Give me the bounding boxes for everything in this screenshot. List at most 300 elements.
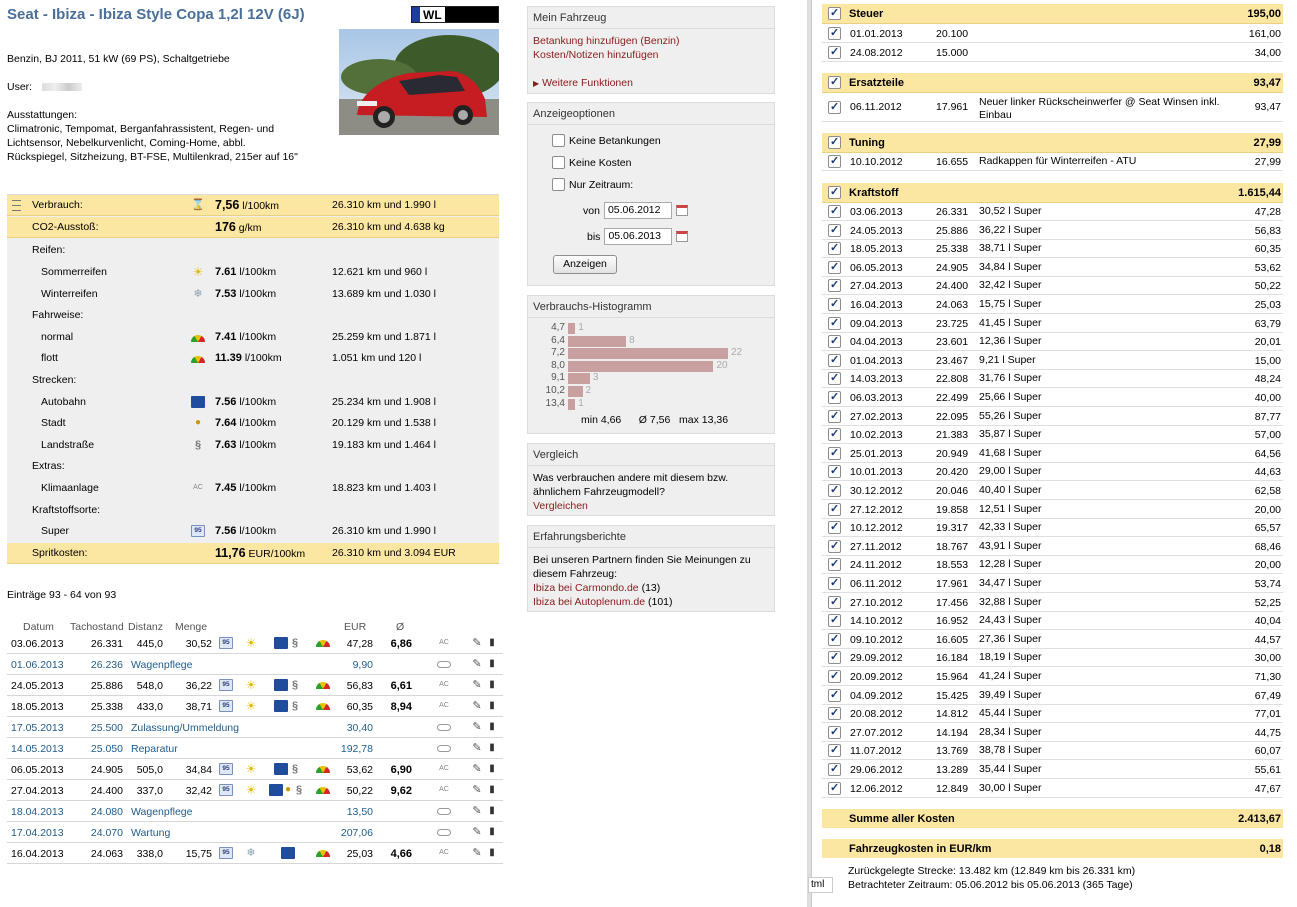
- cost-val: 63,79: [1254, 317, 1281, 330]
- pencil-icon[interactable]: ✎: [472, 742, 482, 754]
- cost-desc: 15,75 l Super: [979, 298, 1042, 310]
- country-road-icon: §: [194, 438, 202, 451]
- cost-km: 15.964: [936, 671, 969, 683]
- compare-link[interactable]: Vergleichen: [533, 500, 588, 512]
- cost-row[interactable]: [822, 741, 1283, 760]
- user-name-redacted: [42, 83, 82, 91]
- cost-row[interactable]: [822, 369, 1283, 388]
- cost-row[interactable]: [822, 779, 1283, 798]
- cost-km: 21.383: [936, 429, 969, 442]
- cost-desc: 18,19 l Super: [979, 651, 1042, 664]
- stat-label: Verbrauch:: [32, 199, 83, 211]
- cost-row[interactable]: [822, 202, 1283, 221]
- checkbox-icon[interactable]: [828, 521, 841, 534]
- stat-flott: flott 11.39 l/100km 1.051 km und 120 l: [41, 351, 422, 364]
- pencil-icon[interactable]: ✎: [472, 784, 482, 796]
- motorway-icon: [274, 700, 288, 712]
- pencil-icon[interactable]: ✎: [472, 700, 482, 712]
- cost-km: 26.331: [936, 206, 969, 218]
- cost-date: 27.10.2012: [850, 596, 903, 609]
- checkbox-icon[interactable]: [552, 134, 565, 147]
- cost-row[interactable]: [822, 704, 1283, 723]
- sun-icon: ☀: [245, 678, 257, 692]
- checkbox-icon[interactable]: [828, 372, 841, 385]
- pencil-icon[interactable]: ✎: [472, 805, 482, 817]
- equipment-list: Climatronic, Tempomat, Berganfahrassistent, Regen- und Lichtsensor, Nebelkurvenlicht, Coming-Home, abbl. Rückspiegel, Sitzheizung, BT-FSE, Multilenkrad, 215er auf 16": [7, 123, 298, 163]
- cost-km: 19.858: [936, 503, 969, 516]
- cost-val: 20,01: [1254, 336, 1281, 349]
- cost-date: 27.12.2012: [850, 503, 903, 516]
- traffic-light-icon: ●: [194, 416, 202, 428]
- cost-desc: 25,66 l Super: [979, 391, 1042, 403]
- trash-icon[interactable]: ▮: [489, 742, 495, 753]
- cost-km: 25.886: [936, 224, 969, 237]
- cost-desc: 41,45 l Super: [979, 316, 1042, 329]
- histogram-bin-count: 1: [578, 397, 584, 409]
- histogram-bar: [568, 361, 713, 372]
- histogram-bin-label: 8,0: [551, 359, 565, 371]
- cost-desc: 31,76 l Super: [979, 372, 1042, 385]
- cost-desc: 24,43 l Super: [979, 614, 1042, 627]
- sun-icon: ☀: [245, 636, 257, 650]
- checkbox-icon[interactable]: [828, 261, 841, 274]
- plate-text: WL: [423, 7, 442, 22]
- cost-desc: 27,36 l Super: [979, 632, 1042, 645]
- cost-row[interactable]: [822, 760, 1283, 779]
- checkbox-icon[interactable]: [828, 279, 841, 292]
- checkbox-icon[interactable]: [828, 651, 841, 664]
- cost-val: 60,07: [1254, 745, 1281, 758]
- col-avg[interactable]: Ø: [396, 621, 405, 633]
- table-row[interactable]: 27.04.2013 24.400 337,0 32,42 95 ☀ ● § 50,22 9,62 AC ✎ ▮: [7, 780, 503, 801]
- cost-val: 40,04: [1254, 615, 1281, 628]
- trash-icon[interactable]: ▮: [489, 637, 495, 648]
- col-eur[interactable]: EUR: [344, 621, 367, 633]
- trash-icon[interactable]: ▮: [489, 784, 495, 795]
- cost-row[interactable]: [822, 388, 1283, 407]
- panel-mein-fahrzeug: [527, 6, 775, 94]
- option-nur-zeitraum[interactable]: Nur Zeitraum:: [552, 178, 633, 191]
- cost-desc: 45,44 l Super: [979, 707, 1042, 720]
- cost-km: 24.905: [936, 261, 969, 274]
- cost-date: 16.04.2013: [850, 299, 903, 311]
- cost-row[interactable]: [822, 723, 1283, 742]
- snowflake-icon: ❄: [193, 287, 203, 300]
- cost-km: 24.400: [936, 280, 969, 293]
- add-refuel-link[interactable]: Betankung hinzufügen (Benzin): [533, 35, 680, 47]
- hourglass-icon: ⌛: [191, 199, 205, 211]
- col-tachostand[interactable]: Tachostand: [70, 621, 124, 633]
- histogram-bar: [568, 323, 575, 334]
- histogram-bar: [568, 336, 626, 347]
- panel-title: Erfahrungsberichte: [528, 526, 774, 548]
- cost-desc: 41,68 l Super: [979, 446, 1042, 459]
- checkbox-icon[interactable]: [828, 670, 841, 683]
- cost-km: 16.184: [936, 652, 969, 665]
- comment-icon: [437, 829, 451, 836]
- stat-label: CO2-Ausstoß:: [32, 221, 99, 233]
- cost-date: 09.04.2013: [850, 317, 903, 330]
- histogram-bin-label: 4,7: [551, 322, 565, 333]
- cost-km: 25.338: [936, 243, 969, 256]
- vehicle-title: Seat - Ibiza - Ibiza Style Copa 1,2l 12V (6J): [7, 6, 305, 23]
- comment-icon: [437, 724, 451, 731]
- cost-date: 24.11.2012: [850, 559, 902, 572]
- cost-val: 47,28: [1254, 206, 1281, 218]
- fuel-type-icon: 95: [219, 763, 233, 775]
- checkbox-icon[interactable]: [828, 242, 841, 255]
- trash-icon[interactable]: ▮: [489, 721, 495, 732]
- checkbox-icon[interactable]: [828, 410, 841, 423]
- checkbox-icon[interactable]: [828, 101, 841, 114]
- col-distanz[interactable]: Distanz: [128, 621, 164, 633]
- histogram-bar: [568, 399, 575, 410]
- cost-date: 27.02.2013: [850, 410, 903, 423]
- cost-per-km-row: Fahrzeugkosten in EUR/km 0,18: [822, 839, 1283, 858]
- cost-row[interactable]: [822, 500, 1283, 519]
- sun-icon: ☀: [245, 699, 257, 713]
- comment-icon: [437, 661, 451, 668]
- pencil-icon[interactable]: ✎: [472, 721, 482, 733]
- cost-desc: 32,42 l Super: [979, 279, 1042, 292]
- table-row[interactable]: 17.04.2013 24.070 Wartung 207,06 ✎ ▮: [7, 822, 503, 843]
- category-steuer[interactable]: ✓ Steuer 195,00: [822, 4, 1283, 24]
- table-row[interactable]: 17.05.2013 25.500 Zulassung/Ummeldung 30,40 ✎ ▮: [7, 717, 503, 738]
- histogram-chart: [528, 322, 776, 412]
- motorway-icon: [191, 396, 205, 408]
- category-kraftstoff[interactable]: ✓ Kraftstoff 1.615,44: [822, 183, 1283, 203]
- cost-desc: 39,49 l Super: [979, 688, 1042, 701]
- cost-row[interactable]: [822, 481, 1283, 500]
- histogram-bin-label: 7,2: [551, 347, 565, 359]
- checkbox-icon[interactable]: [828, 633, 841, 646]
- cost-date: 09.10.2012: [850, 633, 903, 646]
- cost-km: 23.467: [936, 354, 969, 367]
- cost-row[interactable]: [822, 332, 1283, 351]
- cost-km: 23.725: [936, 317, 969, 330]
- cost-val: 67,49: [1254, 689, 1281, 702]
- cost-km: 20.420: [936, 466, 969, 479]
- table-row[interactable]: 18.05.2013 25.338 433,0 38,71 95 ☀ § 60,35 8,94 AC ✎ ▮: [7, 696, 503, 717]
- cost-row[interactable]: [822, 593, 1283, 612]
- stat-super: Super 95 7.56 l/100km 26.310 km und 1.990 l: [41, 524, 436, 537]
- cost-row[interactable]: [822, 314, 1283, 333]
- cost-km: 18.767: [936, 540, 969, 553]
- stat-winterreifen: Winterreifen ❄ 7.53 l/100km 13.689 km und 1.030 l: [41, 287, 436, 300]
- histogram-bin-count: 20: [716, 359, 728, 371]
- checkbox-icon[interactable]: [552, 178, 565, 191]
- checkbox-icon[interactable]: [828, 155, 841, 168]
- cost-val: 71,30: [1254, 671, 1281, 683]
- cost-row[interactable]: [822, 630, 1283, 649]
- category-tuning[interactable]: ✓ Tuning 27,99: [822, 133, 1283, 153]
- panel-erfahrungsberichte: Erfahrungsberichte Bei unseren Partnern finden Sie Meinungen zu diesem Fahrzeug: Ibiza bei Carmondo.de (13) Ibiza bei Autoplenum.de (101): [527, 525, 775, 612]
- checkbox-icon[interactable]: [828, 354, 841, 367]
- cost-desc: 34,47 l Super: [979, 577, 1042, 589]
- col-datum[interactable]: Datum: [23, 621, 54, 633]
- histogram-bin-label: 9,1: [551, 372, 565, 384]
- cost-row[interactable]: ✓ 06.11.2012 17.961 Neuer linker Rückscheinwerfer @ Seat Winsen inkl. Einbau 93,47: [822, 93, 1283, 122]
- group-strecken: Strecken:: [32, 373, 77, 386]
- checkbox-icon[interactable]: [828, 335, 841, 348]
- checkbox-icon[interactable]: [828, 76, 841, 89]
- cost-row[interactable]: [822, 351, 1283, 370]
- pencil-icon[interactable]: ✎: [472, 826, 482, 838]
- checkbox-icon[interactable]: [828, 707, 841, 720]
- stat-autobahn: Autobahn 7.56 l/100km 25.234 km und 1.908 l: [41, 395, 436, 408]
- ac-icon: AC: [439, 702, 449, 709]
- carmondo-link[interactable]: Ibiza bei Carmondo.de: [533, 582, 639, 594]
- add-costs-link[interactable]: Kosten/Notizen hinzufügen: [533, 49, 659, 61]
- window-divider-line: [811, 0, 812, 907]
- ac-icon: AC: [439, 681, 449, 688]
- cost-desc: 35,44 l Super: [979, 763, 1042, 775]
- entries-count: Einträge 93 - 64 von 93: [7, 589, 117, 601]
- checkbox-icon[interactable]: [828, 540, 841, 553]
- checkbox-icon[interactable]: [828, 298, 841, 311]
- motorway-icon: [274, 763, 288, 775]
- cost-date: 25.01.2013: [850, 447, 903, 460]
- cost-val: 53,62: [1254, 261, 1281, 274]
- trash-icon[interactable]: ▮: [489, 826, 495, 837]
- comment-icon: [437, 745, 451, 752]
- cost-val: 68,46: [1254, 540, 1281, 553]
- cost-desc: 55,26 l Super: [979, 409, 1042, 422]
- histogram-bar: [568, 348, 728, 359]
- cost-val: 30,00: [1254, 652, 1281, 665]
- checkbox-icon[interactable]: [828, 689, 841, 702]
- checkbox-icon[interactable]: [828, 465, 841, 478]
- cost-val: 47,67: [1254, 782, 1281, 795]
- checkbox-icon[interactable]: [828, 577, 841, 590]
- checkbox-icon[interactable]: [828, 27, 841, 40]
- cost-val: 50,22: [1254, 280, 1281, 293]
- pencil-icon[interactable]: ✎: [472, 658, 482, 670]
- cost-row[interactable]: [822, 611, 1283, 630]
- checkbox-icon[interactable]: [828, 503, 841, 516]
- checkbox-icon[interactable]: [828, 484, 841, 497]
- cost-row[interactable]: [822, 462, 1283, 481]
- cost-val: 44,57: [1254, 633, 1281, 646]
- pencil-icon[interactable]: ✎: [472, 847, 482, 859]
- cost-km: 15.425: [936, 689, 969, 702]
- cost-row[interactable]: ✓ 24.08.2012 15.000 34,00: [822, 43, 1283, 62]
- checkbox-icon[interactable]: [828, 726, 841, 739]
- cost-row[interactable]: ✓ 10.10.2012 16.655 Radkappen für Winterreifen - ATU 27,99: [822, 152, 1283, 171]
- cost-row[interactable]: [822, 221, 1283, 240]
- stat-range: 26.310 km und 1.990 l: [332, 199, 436, 211]
- cost-date: 14.03.2013: [850, 373, 903, 386]
- checkbox-icon[interactable]: [828, 186, 841, 199]
- panel-title: Anzeigeoptionen: [528, 103, 774, 125]
- cost-row[interactable]: [822, 686, 1283, 705]
- cost-km: 19.317: [936, 522, 969, 535]
- ac-icon: AC: [439, 849, 449, 856]
- cost-row[interactable]: [822, 518, 1283, 537]
- cost-val: 15,00: [1254, 354, 1281, 367]
- checkbox-icon[interactable]: [828, 763, 841, 776]
- cost-row[interactable]: [822, 276, 1283, 295]
- group-kraftstoffsorte: Kraftstoffsorte:: [32, 503, 101, 516]
- cost-row[interactable]: [822, 574, 1283, 593]
- histogram-bin-count: 22: [731, 347, 743, 359]
- autoplenum-link[interactable]: Ibiza bei Autoplenum.de: [533, 596, 646, 608]
- user-line: [7, 80, 307, 94]
- cost-km: 14.194: [936, 726, 969, 739]
- panel-anzeigeoptionen: [527, 102, 775, 286]
- vehicle-info: [7, 52, 307, 164]
- cost-km: 17.961: [936, 578, 969, 590]
- sun-icon: ☀: [192, 264, 204, 279]
- cost-row[interactable]: [822, 239, 1283, 258]
- calendar-icon[interactable]: [676, 205, 688, 216]
- col-menge[interactable]: Menge: [175, 621, 208, 633]
- sun-icon: ☀: [245, 783, 257, 797]
- table-row[interactable]: 16.04.2013 24.063 338,0 15,75 95 ❄ 25,03 4,66 AC ✎ ▮: [7, 843, 503, 864]
- checkbox-icon[interactable]: [828, 224, 841, 237]
- checkbox-icon[interactable]: [828, 317, 841, 330]
- trash-icon[interactable]: ▮: [489, 805, 495, 816]
- checkbox-icon[interactable]: [828, 205, 841, 218]
- plate-redaction: [445, 7, 498, 22]
- checkbox-icon[interactable]: [828, 46, 841, 59]
- cost-date: 27.04.2013: [850, 280, 903, 293]
- traffic-light-icon: ●: [284, 784, 292, 795]
- cost-date: 30.12.2012: [850, 485, 903, 497]
- histogram-bar: [568, 373, 590, 384]
- show-button[interactable]: Anzeigen: [553, 255, 617, 274]
- histogram-bin-count: 3: [592, 372, 599, 384]
- trash-icon[interactable]: ▮: [489, 847, 495, 858]
- stat-klimaanlage: Klimaanlage AC 7.45 l/100km 18.823 km und 1.403 l: [41, 481, 436, 494]
- cost-val: 20,00: [1254, 559, 1281, 572]
- cost-km: 16.605: [936, 633, 969, 646]
- cost-date: 14.10.2012: [850, 615, 903, 628]
- date-from-input[interactable]: 05.06.2012: [604, 202, 672, 219]
- cost-desc: 38,71 l Super: [979, 242, 1042, 255]
- cost-row[interactable]: ✓ 01.01.2013 20.100 161,00: [822, 24, 1283, 43]
- option-keine-kosten[interactable]: Keine Kosten: [552, 156, 631, 169]
- cost-row[interactable]: [822, 667, 1283, 686]
- table-row[interactable]: 24.05.2013 25.886 548,0 36,22 95 ☀ § 56,83 6,61 AC ✎ ▮: [7, 675, 503, 696]
- user-label: User:: [7, 81, 33, 93]
- cost-desc: 9,21 l Super: [979, 353, 1036, 366]
- cost-row[interactable]: [822, 555, 1283, 574]
- histogram-bin-label: 13,4: [545, 397, 565, 409]
- checkbox-icon[interactable]: [828, 391, 841, 404]
- vehicle-photo: [339, 29, 499, 135]
- table-row[interactable]: 03.06.2013 26.331 445,0 30,52 95 ☀ § 47,28 6,86 AC ✎ ▮: [7, 633, 503, 654]
- cost-row[interactable]: [822, 295, 1283, 314]
- table-row[interactable]: 06.05.2013 24.905 505,0 34,84 95 ☀ § 53,62 6,90 AC ✎ ▮: [7, 759, 503, 780]
- cost-row[interactable]: [822, 537, 1283, 556]
- trash-icon[interactable]: ▮: [489, 679, 495, 690]
- collapse-toggle-icon[interactable]: [12, 200, 21, 211]
- checkbox-icon[interactable]: [828, 614, 841, 627]
- cost-date: 01.04.2013: [850, 354, 903, 367]
- fuel-type-icon: 95: [219, 784, 233, 796]
- table-row[interactable]: 18.04.2013 24.080 Wagenpflege 13,50 ✎ ▮: [7, 801, 503, 822]
- cost-km: 17.456: [936, 596, 969, 609]
- cost-date: 20.09.2012: [850, 671, 903, 683]
- pencil-icon[interactable]: ✎: [472, 763, 482, 775]
- checkbox-icon[interactable]: [828, 447, 841, 460]
- motorway-icon: [281, 847, 295, 859]
- fuel-type-icon: 95: [219, 847, 233, 859]
- checkbox-icon[interactable]: [828, 558, 841, 571]
- cost-desc: 29,00 l Super: [979, 465, 1042, 478]
- checkbox-icon[interactable]: [828, 7, 841, 20]
- cost-desc: 30,00 l Super: [979, 781, 1042, 794]
- checkbox-icon[interactable]: [552, 156, 565, 169]
- cost-desc: 30,52 l Super: [979, 205, 1042, 217]
- calendar-icon[interactable]: [676, 231, 688, 242]
- cost-row[interactable]: [822, 407, 1283, 426]
- total-costs-row: Summe aller Kosten 2.413,67: [822, 809, 1283, 828]
- panel-title: Mein Fahrzeug: [528, 7, 774, 29]
- trash-icon[interactable]: ▮: [489, 700, 495, 711]
- cost-date: 29.09.2012: [850, 652, 903, 665]
- cost-val: 48,24: [1254, 373, 1281, 386]
- group-reifen: Reifen:: [32, 243, 66, 256]
- reviews-text: Bei unseren Partnern finden Sie Meinungen zu diesem Fahrzeug:: [533, 554, 751, 580]
- option-keine-betankungen[interactable]: Keine Betankungen: [552, 134, 661, 147]
- ac-icon: AC: [439, 786, 449, 793]
- stat-normal: normal 7.41 l/100km 25.259 km und 1.871 l: [41, 330, 436, 343]
- histogram-bin-count: 2: [585, 385, 592, 396]
- stat-value: 7,56 l/100km: [215, 198, 280, 212]
- checkbox-icon[interactable]: [828, 428, 841, 441]
- cost-km: 16.952: [936, 615, 969, 628]
- more-functions-link[interactable]: Weitere Funktionen: [542, 77, 633, 89]
- checkbox-icon[interactable]: [828, 782, 841, 795]
- cost-date: 27.07.2012: [850, 726, 903, 739]
- distance-summary: Zurückgelegte Strecke: 13.482 km (12.849 km bis 26.331 km): [848, 865, 1136, 877]
- cost-row[interactable]: [822, 444, 1283, 463]
- cost-val: 52,25: [1254, 596, 1281, 609]
- tab-fragment[interactable]: tml: [808, 877, 833, 893]
- histogram-bin-count: 1: [578, 322, 584, 333]
- cost-km: 20.949: [936, 447, 969, 460]
- pencil-icon[interactable]: ✎: [472, 679, 482, 691]
- checkbox-icon[interactable]: [828, 744, 841, 757]
- cost-val: 56,83: [1254, 224, 1281, 237]
- trash-icon[interactable]: ▮: [489, 658, 495, 669]
- cost-val: 55,61: [1254, 764, 1281, 776]
- table-row[interactable]: 14.05.2013 25.050 Reparatur 192,78 ✎ ▮: [7, 738, 503, 759]
- ac-icon: AC: [193, 483, 203, 491]
- checkbox-icon[interactable]: [828, 596, 841, 609]
- cost-row[interactable]: [822, 648, 1283, 667]
- checkbox-icon[interactable]: [828, 136, 841, 149]
- cost-row[interactable]: [822, 258, 1283, 277]
- date-to-input[interactable]: 05.06.2013: [604, 228, 672, 245]
- cost-row[interactable]: [822, 425, 1283, 444]
- cost-km: 13.769: [936, 745, 969, 758]
- stat-sommerreifen: Sommerreifen ☀ 7.61 l/100km 12.621 km und 960 l: [41, 264, 428, 279]
- cost-val: 77,01: [1254, 708, 1281, 721]
- cost-desc: 35,87 l Super: [979, 428, 1042, 441]
- cost-val: 25,03: [1254, 299, 1281, 311]
- sun-icon: ☀: [245, 762, 257, 776]
- cost-desc: 32,88 l Super: [979, 595, 1042, 608]
- stat-stadt: Stadt ● 7.64 l/100km 20.129 km und 1.538 l: [41, 416, 436, 429]
- pencil-icon[interactable]: ✎: [472, 637, 482, 649]
- category-ersatzteile[interactable]: ✓ Ersatzteile 93,47: [822, 73, 1283, 93]
- table-row[interactable]: 01.06.2013 26.236 Wagenpflege 9,90 ✎ ▮: [7, 654, 503, 675]
- trash-icon[interactable]: ▮: [489, 763, 495, 774]
- histogram-bin-label: 10,2: [545, 385, 565, 396]
